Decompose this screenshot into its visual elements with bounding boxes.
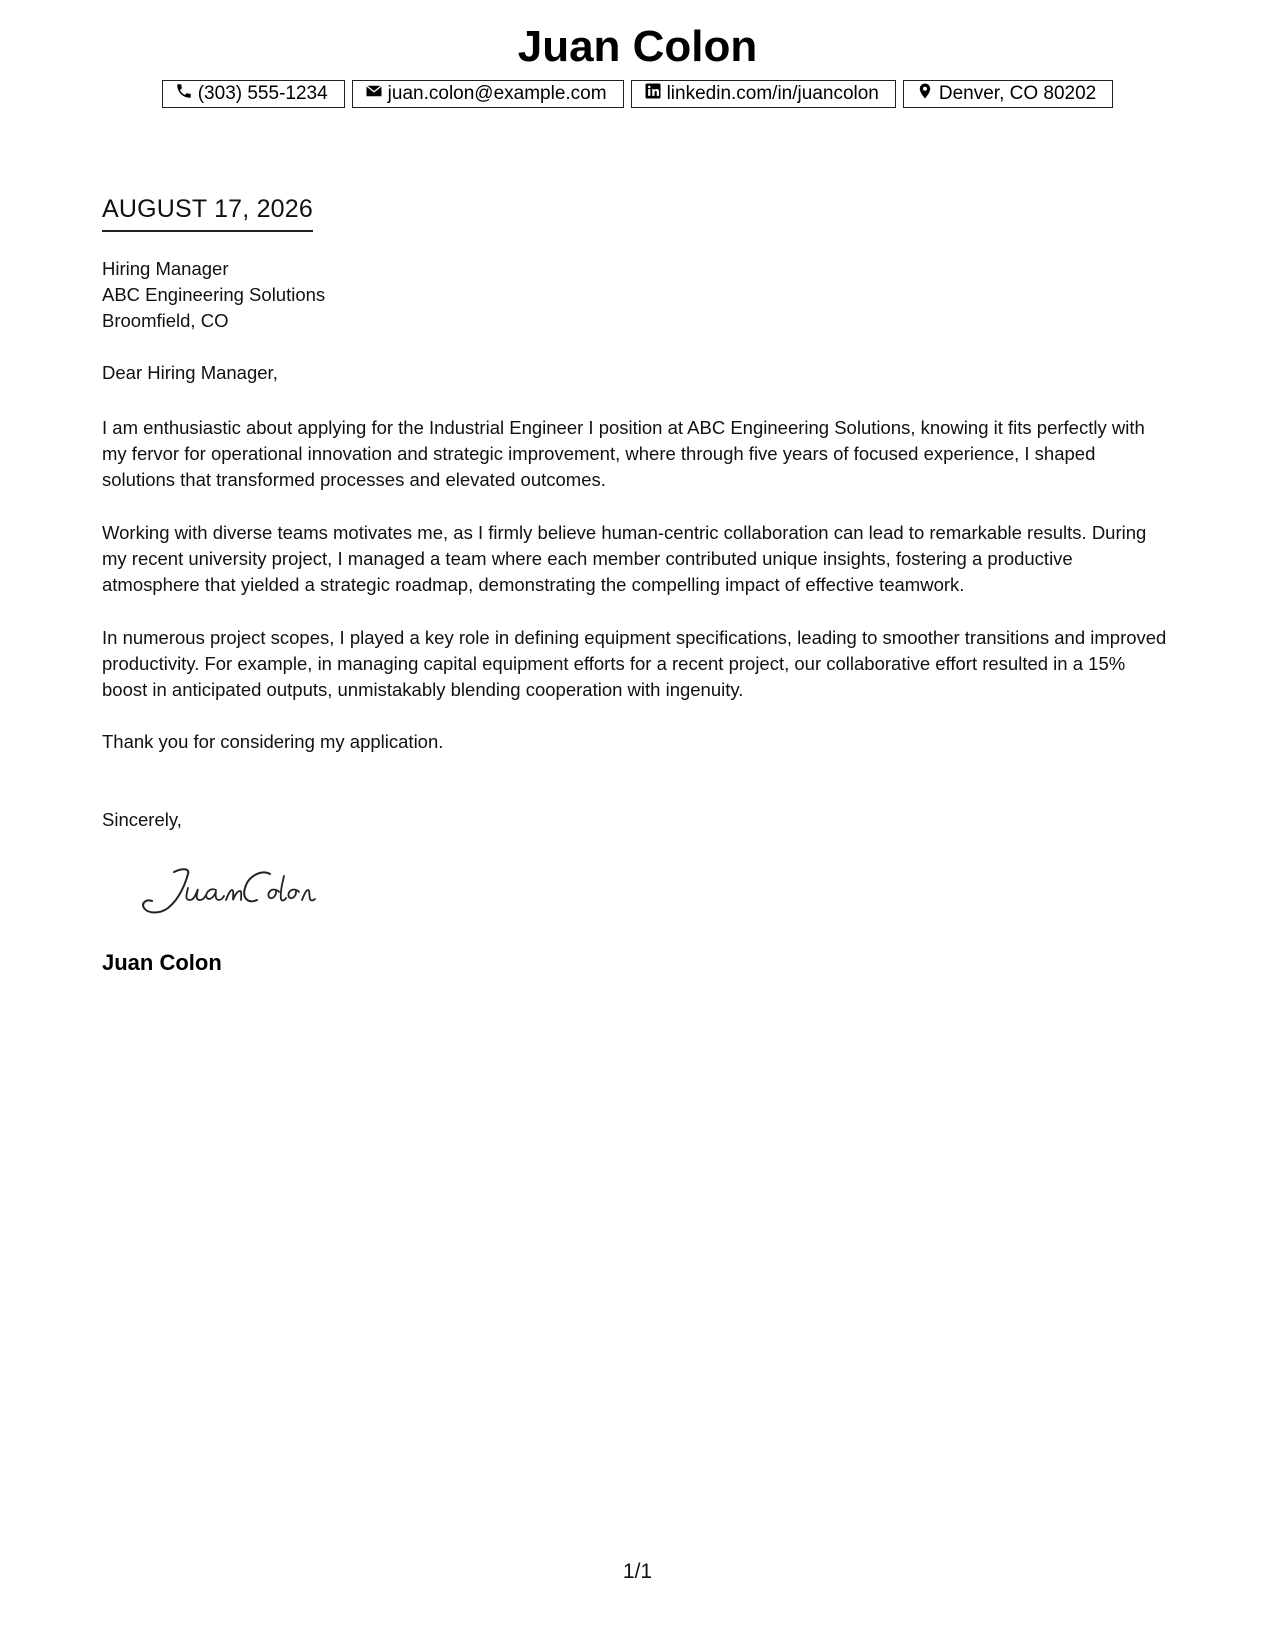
salutation: Dear Hiring Manager, [102, 362, 278, 383]
phone-icon [175, 82, 193, 106]
contact-phone[interactable] [162, 80, 345, 108]
closing: Sincerely, [102, 809, 182, 830]
page-indicator: 1/1 [622, 1560, 653, 1583]
envelope-icon [365, 82, 383, 106]
linkedin-icon [644, 82, 662, 106]
linkedin-text: linkedin.com/in/juancolon [666, 83, 879, 104]
body-paragraph: I am enthusiastic about applying for the Industrial Engineer I position at ABC Engineering Solutions, knowing it fits perfectly with my fervor for operational innovation and strategic improvement, where through five years of focused experience, I shaped solutions that transformed processes and elevated outcomes. [102, 417, 1145, 490]
phone-text: (303) 555-1234 [197, 83, 328, 104]
contact-email[interactable] [352, 80, 624, 108]
recipient-address [102, 256, 325, 334]
location-text: Denver, CO 80202 [938, 83, 1097, 104]
recipient-title: Hiring Manager [102, 258, 229, 279]
contact-location[interactable] [903, 80, 1113, 108]
body-paragraph: Working with diverse teams motivates me, as I firmly believe human-centric collaboration can lead to remarkable results. During my recent university project, I managed a team where each member contributed unique insights, fostering a productive atmosphere that yielded a strategic roadmap, demonstrating the compelling impact of effective teamwork. [102, 522, 1147, 595]
body-paragraph: Thank you for considering my application. [102, 731, 444, 752]
signer-name: Juan Colon [102, 950, 222, 975]
email-text: juan.colon@example.com [387, 83, 607, 104]
recipient-company: ABC Engineering Solutions [102, 284, 326, 305]
contact-linkedin[interactable] [631, 80, 896, 108]
contact-row [0, 80, 1275, 108]
recipient-location: Broomfield, CO [102, 310, 229, 331]
map-pin-icon [916, 82, 934, 106]
handwritten-signature [138, 862, 328, 922]
body-paragraph: In numerous project scopes, I played a key role in defining equipment specifications, leading to smoother transitions and improved productivity. For example, in managing capital equipment efforts for a recent project, our collaborative effort resulted in a 15% boost in anticipated outputs, unmistakably blending cooperation with ingenuity. [102, 627, 1167, 700]
letter-date: AUGUST 17, 2026 [102, 195, 313, 232]
header-name: Juan Colon [517, 22, 758, 71]
